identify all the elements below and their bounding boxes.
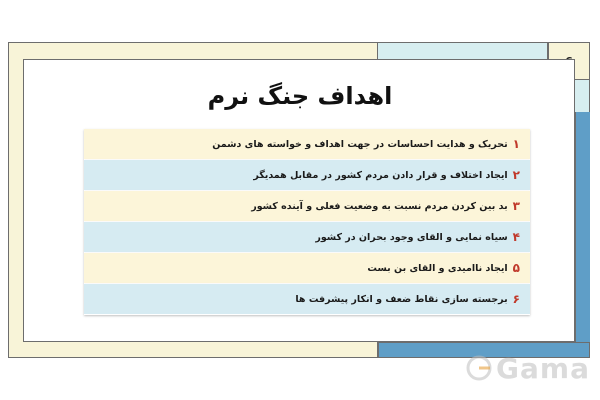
item-number: ۱ <box>512 137 520 151</box>
list-item <box>84 160 530 191</box>
item-text: بد بین کردن مردم نسبت به وضعیت فعلی و آینده کشور <box>251 200 508 212</box>
list-item <box>84 253 530 284</box>
item-number: ۴ <box>512 230 520 244</box>
list-item <box>84 222 530 253</box>
item-number: ۲ <box>512 168 520 182</box>
item-number: ۵ <box>512 261 520 275</box>
item-text: برجسته سازی نقاط ضعف و انکار پیشرفت ها <box>295 293 508 305</box>
list-item <box>84 284 530 315</box>
frame-top-right-block <box>378 42 548 59</box>
item-text: تحریک و هدایت احساسات در جهت اهداف و خواسته های دشمن <box>212 138 508 150</box>
list-item <box>84 129 530 160</box>
item-number: ۳ <box>512 199 520 213</box>
item-number: ۶ <box>512 292 520 306</box>
frame-right-lower-block <box>575 112 590 358</box>
item-text: ایجاد ناامیدی و القای بن بست <box>367 262 508 274</box>
goals-list <box>84 129 530 315</box>
watermark <box>440 348 590 388</box>
gama-logo-icon <box>466 355 492 381</box>
list-item <box>84 191 530 222</box>
watermark-text: Gama <box>496 351 590 385</box>
item-text: ایجاد اختلاف و قرار دادن مردم کشور در مقابل همدیگر <box>253 169 508 181</box>
item-text: سیاه نمایی و القای وجود بحران در کشور <box>315 231 508 243</box>
slide-title: اهداف جنگ نرم <box>207 82 393 110</box>
slide <box>23 59 575 342</box>
